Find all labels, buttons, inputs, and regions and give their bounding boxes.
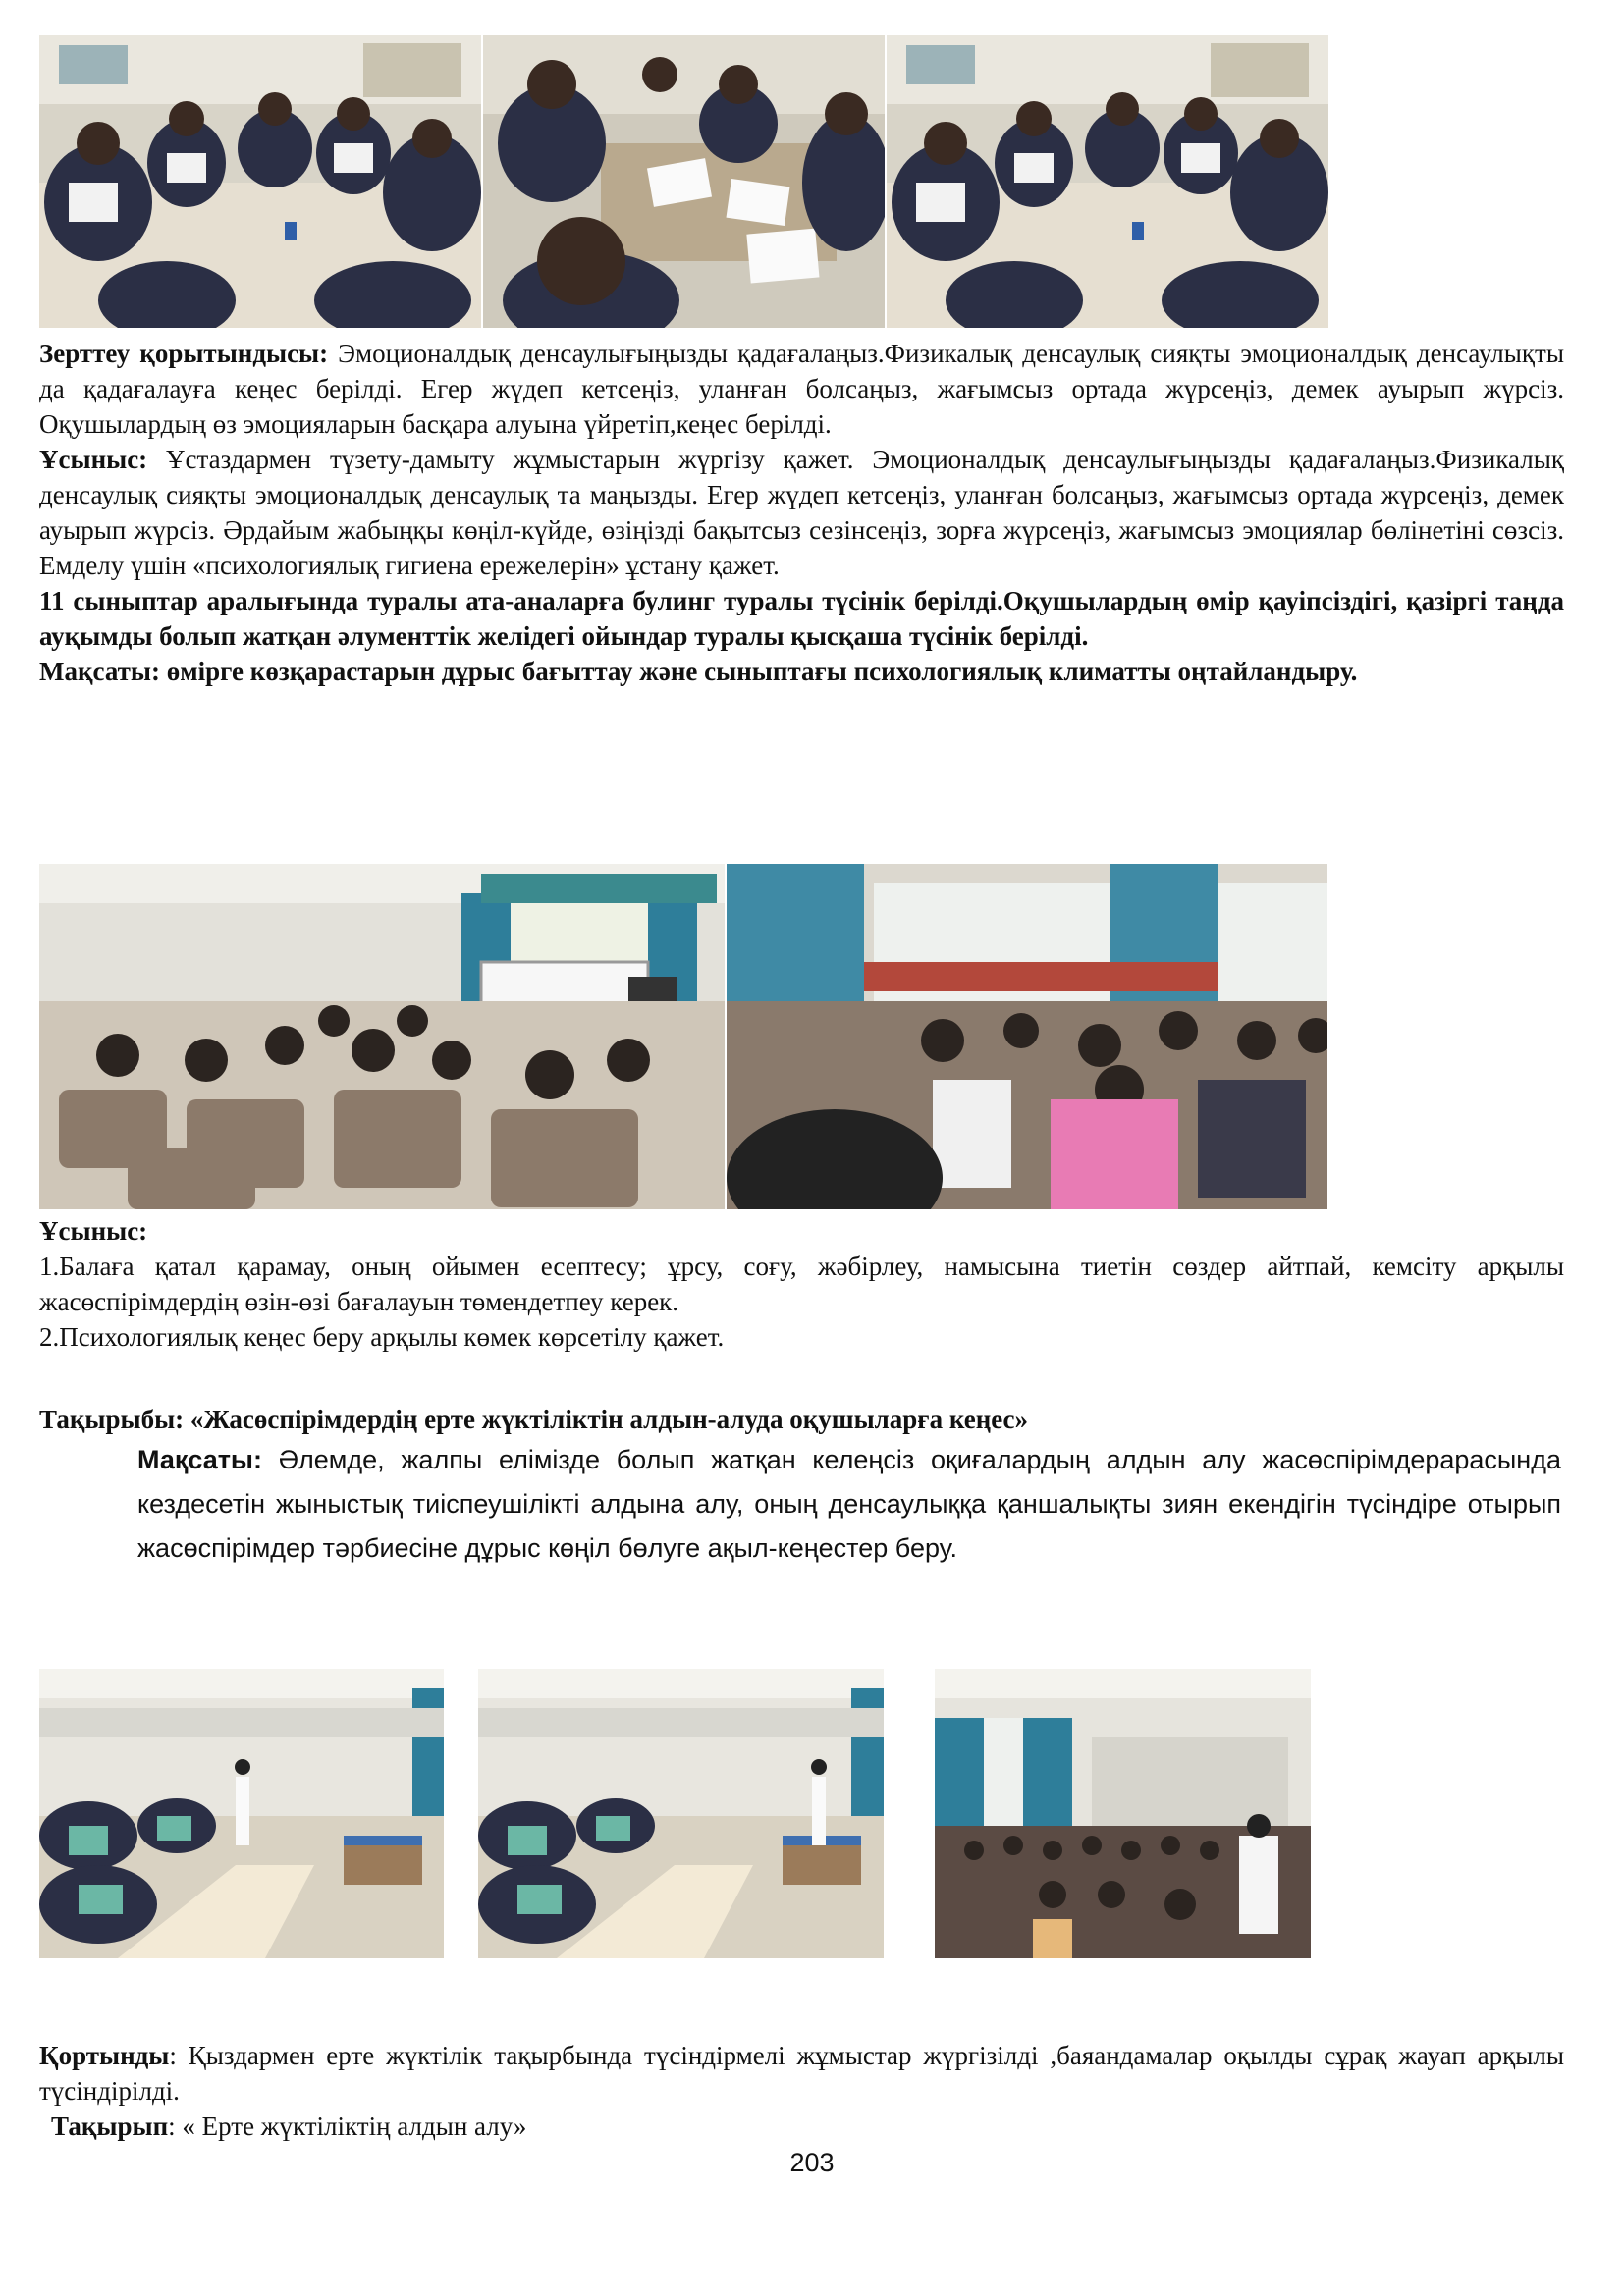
bold-paragraph: 11 сыныптар аралығында туралы ата-аналарға булинг туралы түсінік берілді.Оқушылардың өмір қауіпсіздігі, қазіргі таңда ауқымды болып жатқан әлументтік желідегі ойындар туралы қысқаша түсінік берілді.: [39, 586, 1564, 651]
goal-label: Мақсаты:: [137, 1445, 262, 1474]
section3-text: [39, 2038, 1564, 2144]
goal-block: [137, 1438, 1561, 1571]
section1-text: [39, 336, 1564, 689]
proposal-paragraph: Ұсыныс: Ұстаздармен түзету-дамыту жұмыстарын жүргізу қажет. Эмоционалдық денсаулығыңызды қадағалаңыз.Физикалық денсаулық сияқты эмоционалдық денсаулық та маңызды. Егер жүдеп кетсеңіз, уланған болсаңыз, жағымсыз ортада жүрсеңіз, демек ауырып жүрсіз. Әрдайым жабыңқы көңіл-күйде, өзіңізді бақытсыз сезінсеңіз, зорға жүрсеңіз, жағымсыз эмоциялар бөлінетіні сөзсіз. Емделу үшін «психологиялық гигиена ережелерін» ұстану қажет.: [39, 445, 1564, 580]
classroom-circle-photo-2: [887, 35, 1328, 328]
hall-lecture-photo: [39, 1669, 444, 1958]
parents-meeting-photo: [727, 864, 1327, 1209]
hall-lecture-photo-2: [478, 1669, 884, 1958]
topic-line: Тақырыбы: «Жасөспірімдердің ерте жүктіліктін алдын-алуда оқушыларға кеңес»: [39, 1405, 1029, 1434]
goal-paragraph: Мақсаты: өмірге көзқарастарын дұрыс бағыттау және сыныптағы психологиялық климатты оңтайландыру.: [39, 657, 1358, 686]
page-number: 203: [789, 2148, 835, 2177]
proposal-item-1: 1.Балаға қатал қарамау, оның ойымен есептесу; ұрсу, соғу, жәбірлеу, намысына тиетін сөздер айтпай, кемсіту арқылы жасөспірімдердің өзін-өзі бағалауын төмендетпеу керек.: [39, 1252, 1564, 1316]
proposal-heading: Ұсыныс:: [39, 1216, 148, 1246]
goal-text: Әлемде, жалпы елімізде болып жатқан келеңсіз оқиғалардың алдын алу жасөспірімдерарасында кездесетін жыныстық тиіспеушілікті алдына алу, оның денсаулыққа қаншалықты зиян екендігін түсіндіре отырып жасөспірімдер тәрбиесіне дұрыс көңіл бөлуге ақыл-кеңестер беру.: [137, 1445, 1561, 1563]
assembly-hall-photo: [39, 864, 725, 1209]
classroom-table-photo: [483, 35, 885, 328]
final-topic: Тақырып: « Ерте жүктіліктің алдын алу»: [51, 2111, 527, 2141]
conclusion-paragraph: Зерттеу қорытындысы: Эмоционалдық денсаулығыңызды қадағалаңыз.Физикалық денсаулық сияқты эмоционалдық денсаулықты да қадағалауға кеңес берілді. Егер жүдеп кетсеңіз, уланған болсаңыз, жағымсыз ортада жүрсеңіз, демек ауырып жүрсіз. Оқушылардың өз эмоцияларын басқара алуына үйретіп,кеңес берілді.: [39, 339, 1564, 439]
section2-text: [39, 1213, 1564, 1355]
proposal-item-2: 2.Психологиялық кеңес беру арқылы көмек көрсетілу қажет.: [39, 1322, 725, 1352]
final-conclusion: Қортынды: Қыздармен ерте жүктілік тақырбында түсіндірмелі жұмыстар жүргізілді ,баяандамалар оқылды сұрақ жауап арқылы түсіндірілді.: [39, 2041, 1564, 2106]
hall-students-photo: [935, 1669, 1311, 1958]
classroom-circle-photo: [39, 35, 481, 328]
